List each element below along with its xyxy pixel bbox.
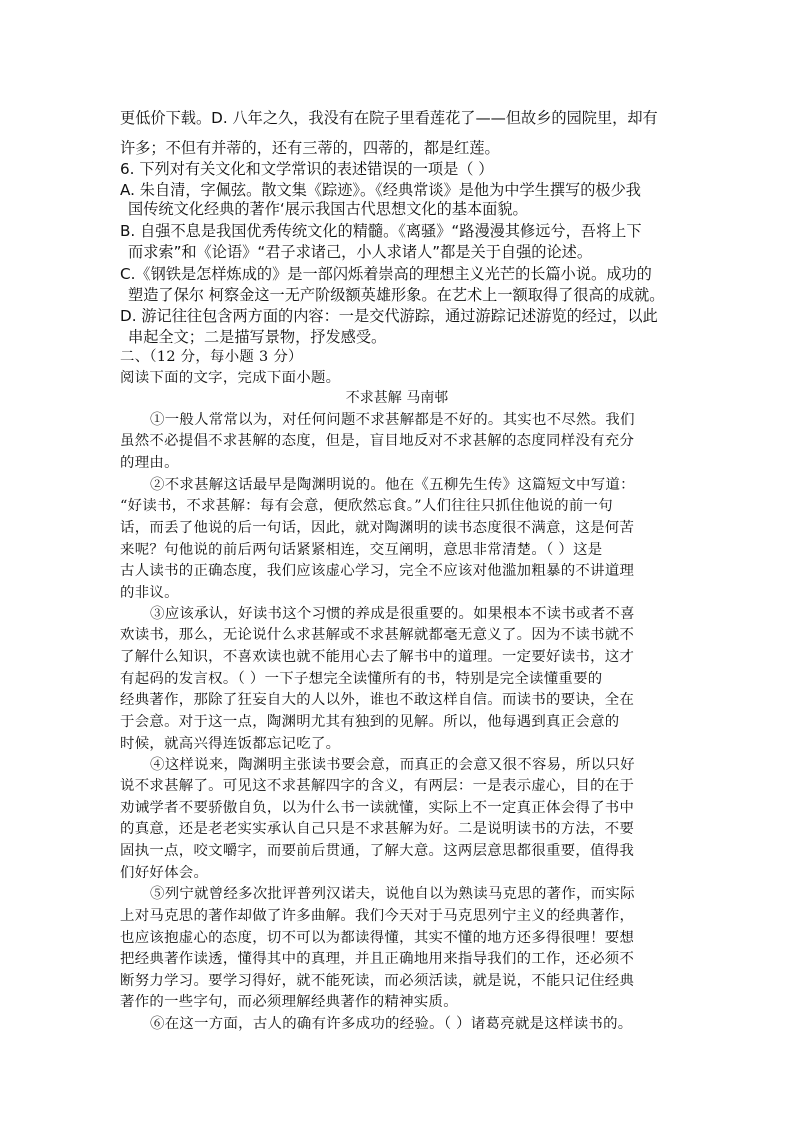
text-line: 把经典著作读透，懂得其中的真理，并且正确地用来指导我们的工作，还必须不 bbox=[120, 951, 635, 967]
option-b-cont: 而求索”和《论语》“君子求诸己，小人求诸人”都是关于自强的论述。 bbox=[128, 243, 593, 261]
paragraph-6: ⑥在这一方面，古人的确有许多成功的经验。（ ）诸葛亮就是这样读书的。 bbox=[150, 1016, 633, 1032]
text-line: 欢读书，那么，无论说什么求甚解或不求甚解就都毫无意义了。因为不读书就不 bbox=[120, 627, 635, 643]
text-line: 虽然不必提倡不求甚解的态度，但是，盲目地反对不求甚解的态度同样没有充分 bbox=[120, 433, 635, 449]
text-line: 更低价下载。D. 八年之久，我没有在院子里看莲花了——但故乡的园院里，却有 bbox=[120, 109, 658, 127]
paragraph-4: ④这样说来，陶渊明主张读书要会意，而真正的会意又很不容易，所以只好 bbox=[150, 757, 635, 773]
text-line: 来呢？句他说的前后两句话紧紧相连，交互阐明，意思非常清楚。（ ）这是 bbox=[120, 542, 603, 558]
option-b: B. 自强不息是我国优秀传统文化的精髓。《离骚》“路漫漫其修远兮，吾将上下 bbox=[120, 222, 642, 240]
text-line: 的理由。 bbox=[120, 455, 179, 471]
text-line: 固执一点，咬文嚼字，而要前后贯通，了解大意。这两层意思都很重要，值得我 bbox=[120, 843, 635, 859]
article-title: 不求甚解 马南邨 bbox=[345, 390, 449, 406]
text-line: 古人读书的正确态度，我们应该虚心学习，完全不应该对他滥加粗暴的不讲道理 bbox=[120, 563, 635, 579]
text-line: 有起码的发言权。（ ）一下子想完全读懂所有的书，特别是完全读懂重要的 bbox=[120, 671, 603, 687]
text-line: 的真意，还是老老实实承认自己只是不求甚解为好。二是说明读书的方法，不要 bbox=[120, 821, 635, 837]
text-line: 经典著作，那除了狂妄自大的人以外，谁也不敢这样自信。而读书的要诀，全在 bbox=[120, 692, 635, 708]
text-line: 于会意。对于这一点，陶渊明尤其有独到的见解。所以，他每遇到真正会意的 bbox=[120, 714, 620, 730]
option-d: D. 游记往往包含两方面的内容：一是交代游踪，通过游踪记述游览的经过，以此 bbox=[120, 307, 658, 325]
question-6: 6. 下列对有关文化和文学常识的表述错误的一项是（ ） bbox=[120, 160, 494, 178]
text-line: 话，而丢了他说的后一句话，因此，就对陶渊明的读书态度很不满意，这是何苦 bbox=[120, 520, 635, 536]
text-line: 说不求甚解了。可见这不求甚解四字的含义，有两层：一是表示虚心，目的在于 bbox=[120, 778, 635, 794]
instruction: 阅读下面的文字，完成下面小题。 bbox=[120, 370, 341, 386]
text-line: 也应该抱虚心的态度，切不可以为都读得懂，其实不懂的地方还多得很哩！要想 bbox=[120, 930, 635, 946]
paragraph-2: ②不求甚解这话最早是陶渊明说的。他在《五柳先生传》这篇短文中写道： bbox=[150, 477, 635, 493]
text-line: 著作的一些字句，而必须理解经典著作的精神实质。 bbox=[120, 994, 458, 1010]
text-line: 们好好体会。 bbox=[120, 865, 209, 881]
option-a-cont: 国传统文化经典的著作‘展示我国古代思想文化的基本面貌。 bbox=[128, 200, 528, 218]
text-line: 断努力学习。要学习得好，就不能死读，而必须活读，就是说，不能只记住经典 bbox=[120, 973, 635, 989]
text-line: 劝诫学者不要骄傲自负，以为什么书一读就懂，实际上不一定真正体会得了书中 bbox=[120, 800, 635, 816]
option-c: C.《钢铁是怎样炼成的》是一部闪烁着崇高的理想主义光芒的长篇小说。成功的 bbox=[120, 265, 652, 283]
option-a: A. 朱自清，字佩弦。散文集《踪迹》。《经典常谈》是他为中学生撰写的极少我 bbox=[120, 181, 641, 199]
paragraph-1: ①一般人常常以为，对任何问题不求甚解都是不好的。其实也不尽然。我们 bbox=[150, 412, 635, 428]
text-line: 上对马克思的著作却做了许多曲解。我们今天对于马克思列宁主义的经典著作， bbox=[120, 908, 635, 924]
text-line: “好读书，不求甚解：每有会意，便欣然忘食。”人们往往只抓住他说的前一句 bbox=[120, 498, 613, 514]
paragraph-3: ③应该承认，好读书这个习惯的养成是很重要的。如果根本不读书或者不喜 bbox=[150, 606, 635, 622]
option-c-cont: 塑造了保尔 柯察金这一无产阶级额英雄形象。在艺术上一额取得了很高的成就。 bbox=[128, 286, 665, 304]
section-heading: 二、（12 分，每小题 3 分） bbox=[120, 349, 303, 365]
text-line: 许多；不但有并蒂的，还有三蒂的，四蒂的，都是红莲。 bbox=[120, 139, 500, 157]
text-line: 的非议。 bbox=[120, 585, 179, 601]
text-line: 时候，就高兴得连饭都忘记吃了。 bbox=[120, 736, 341, 752]
paragraph-5: ⑤列宁就曾经多次批评普列汉诺夫，说他自以为熟读马克思的著作，而实际 bbox=[150, 886, 635, 902]
option-d-cont: 串起全文；二是描写景物，抒发感受。 bbox=[128, 328, 387, 346]
text-line: 了解什么知识，不喜欢读也就不能用心去了解书中的道理。一定要好读书，这才 bbox=[120, 649, 635, 665]
